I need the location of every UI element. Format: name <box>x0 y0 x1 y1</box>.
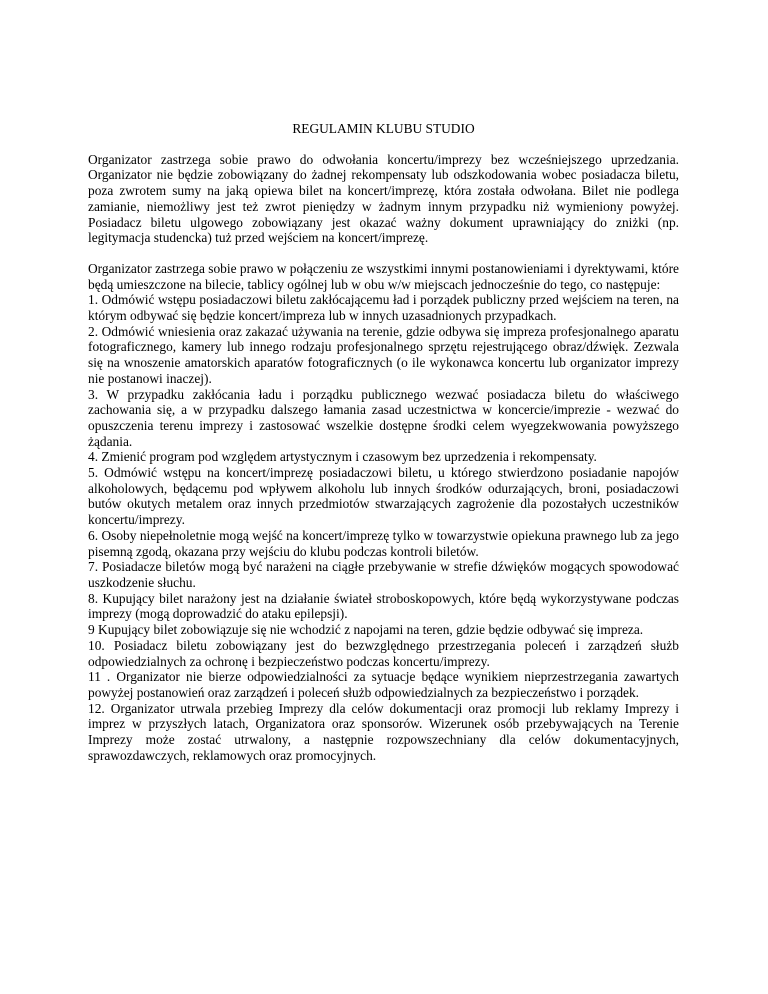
document-page <box>88 121 679 763</box>
document-title: REGULAMIN KLUBU STUDIO <box>292 121 475 136</box>
rule-item-2: 2. Odmówić wniesienia oraz zakazać używania na terenie, gdzie odbywa się impreza profesjonalnego aparatu fotograficznego, kamery lub innego rodzaju profesjonalnego sprzętu rejestrującego obraz/dźwięk. Zezwala się na wnoszenie amatorskich aparatów fotograficznych (o ile wykonawca koncertu lub organizator imprezy nie postanowi inaczej). <box>88 323 679 386</box>
rule-item-5: 5. Odmówić wstępu na koncert/imprezę posiadaczowi biletu, u którego stwierdzono posiadanie napojów alkoholowych, będącemu pod wpływem alkoholu lub innych środków odurzających, broni, posiadaczowi butów okutych metalem oraz innych przedmiotów stwarzających zagrożenie dla pozostałych uczestników koncertu/imprezy. <box>88 465 679 528</box>
rule-item-12: 12. Organizator utrwala przebieg Imprezy dla celów dokumentacji oraz promocji lub reklamy Imprezy i imprez w przyszłych latach, Organizatora oraz sponsorów. Wizerunek osób przebywających na Terenie Imprezy może zostać utrwalony, a następnie rozpowszechniany dla celów dokumentacyjnych, sprawozdawczych, reklamowych oraz promocyjnych. <box>88 700 679 763</box>
rule-item-10: 10. Posiadacz biletu zobowiązany jest do bezwzględnego przestrzegania poleceń i zarządzeń służb odpowiedzialnych za ochronę i bezpieczeństwo podczas koncertu/imprezy. <box>88 637 679 669</box>
rule-item-8: 8. Kupujący bilet narażony jest na działanie świateł stroboskopowych, które będą wykorzystywane podczas imprezy (mogą doprowadzić do ataku epilepsji). <box>88 590 679 622</box>
paragraph-spacer <box>88 246 679 261</box>
rule-item-1: 1. Odmówić wstępu posiadaczowi biletu zakłócającemu ład i porządek publiczny przed wejściem na teren, na którym odbywać się będzie koncert/impreza lub w innych uzasadnionych przypadkach. <box>88 292 679 324</box>
rules-list <box>88 292 679 763</box>
rule-item-7: 7. Posiadacze biletów mogą być narażeni na ciągłe przebywanie w strefie dźwięków mogących spowodować uszkodzenie słuchu. <box>88 559 679 590</box>
rule-item-9: 9 Kupujący bilet zobowiązuje się nie wchodzić z napojami na teren, gdzie będzie odbywać się impreza. <box>88 622 644 638</box>
rule-item-6: 6. Osoby niepełnoletnie mogą wejść na koncert/imprezę tylko w towarzystwie opiekuna prawnego lub za jego pisemną zgodą, okazana przy wejściu do klubu podczas kontroli biletów. <box>88 527 679 559</box>
paragraph-rights-intro: Organizator zastrzega sobie prawo w połączeniu ze wszystkimi innymi postanowieniami i dyrektywami, które będą umieszczone na bilecie, tablicy ogólnej lub w obu w/w miejscach jednocześnie do tego, co następuje: <box>88 260 679 292</box>
rule-item-4: 4. Zmienić program pod względem artystycznym i czasowym bez uprzedzenia i rekompensaty. <box>88 449 597 465</box>
paragraph-cancellation: Organizator zastrzega sobie prawo do odwołania koncertu/imprezy bez wcześniejszego uprzedzania. Organizator nie będzie zobowiązany do żadnej rekompensaty lub odszkodowania wobec posiadacza biletu, poza zwrotem sumy na jaką opiewa bilet na koncert/imprezę, która została odwołana. Bilet nie podlega zamianie, niemożliwy jest też zwrot pieniędzy w żadnym innym przypadku niż wymieniony powyżej. Posiadacz biletu ulgowego zobowiązany jest okazać ważny dokument uprawniający do zniżki (np. legitymacja studencka) tuż przed wejściem na koncert/imprezę. <box>88 151 679 246</box>
rule-item-11: 11 . Organizator nie bierze odpowiedzialności za sytuacje będące wynikiem nieprzestrzegania zawartych powyżej postanowień oraz zarządzeń i poleceń służb odpowiedzialnych za bezpieczeństwo i porządek. <box>88 669 679 700</box>
rule-item-3: 3. W przypadku zakłócania ładu i porządku publicznego wezwać posiadacza biletu do właściwego zachowania się, a w przypadku dalszego łamania zasad uczestnictwa w koncercie/imprezie - wezwać do opuszczenia terenu imprezy i zastosować wszelkie dostępne środki celem wyegzekwowania powyższego żądania. <box>88 386 679 449</box>
